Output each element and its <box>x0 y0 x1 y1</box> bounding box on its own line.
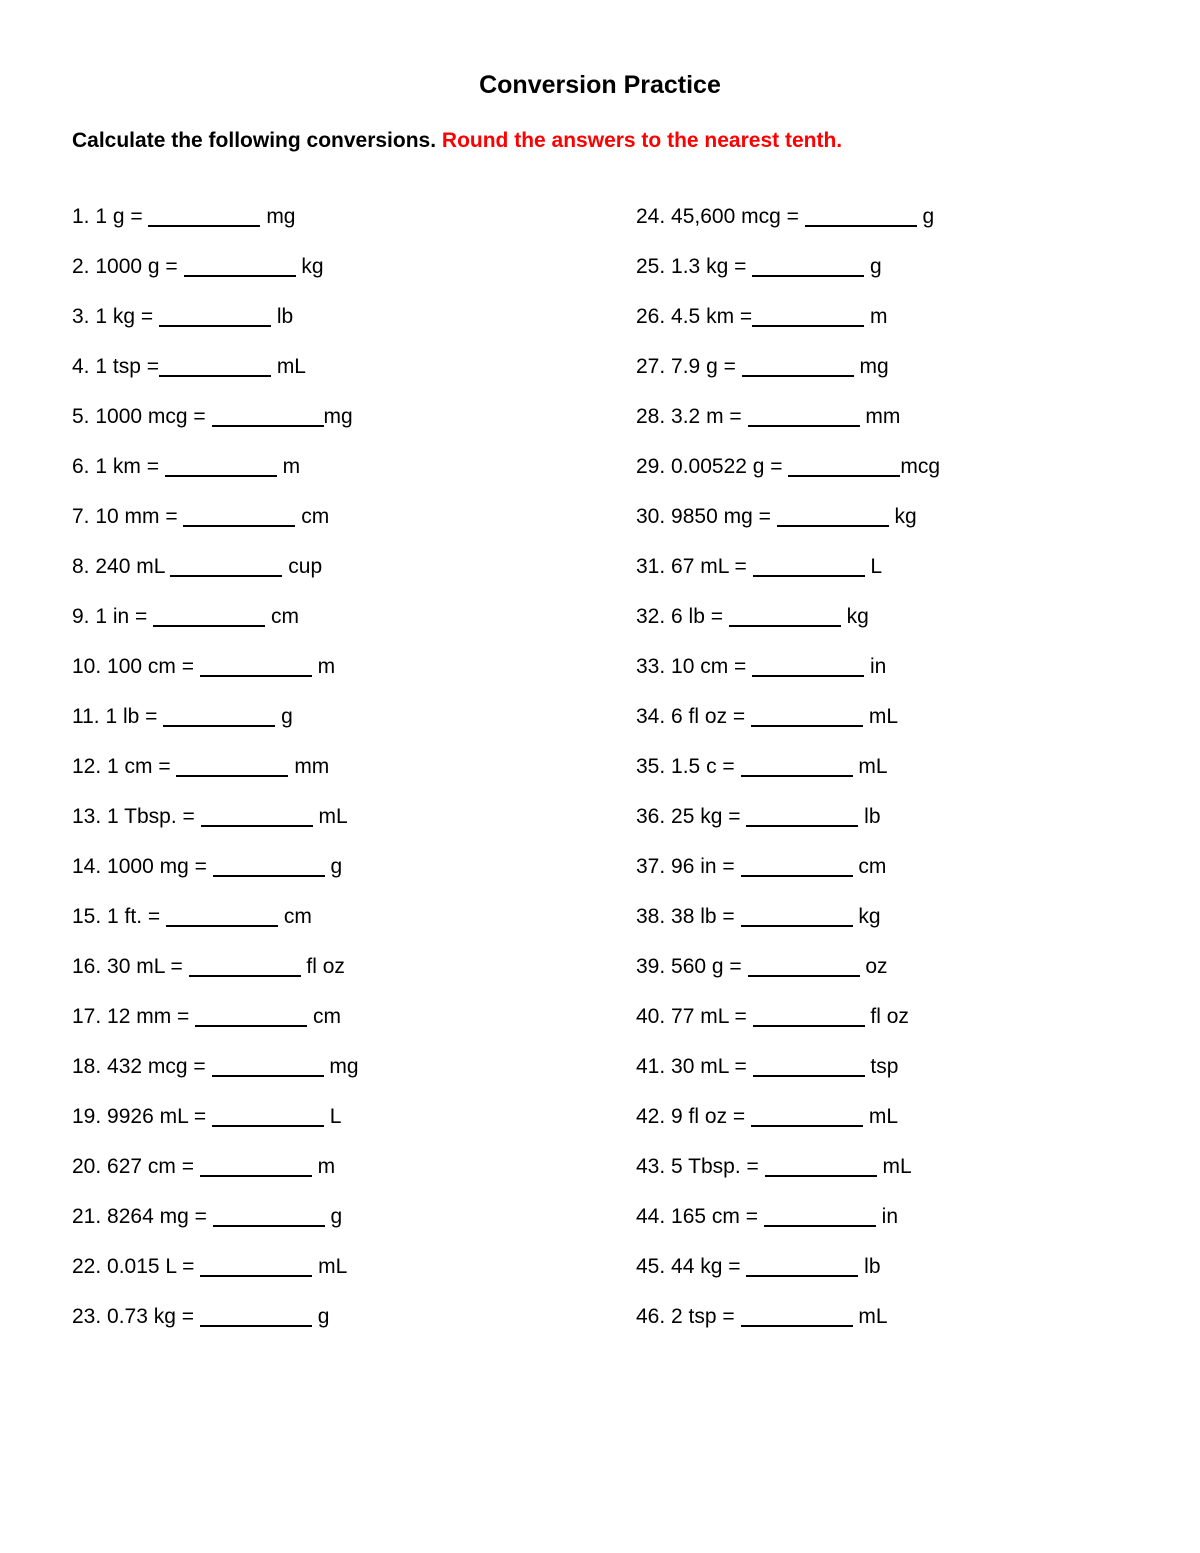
problem-unit: g <box>275 705 293 728</box>
conversion-problem-row <box>72 254 359 304</box>
problem-question: 1.5 c = <box>665 755 741 778</box>
conversion-problem-row <box>72 354 359 404</box>
problem-number: 27. <box>636 355 666 378</box>
conversion-problem-row <box>72 704 359 754</box>
conversion-problem-row <box>636 604 940 654</box>
conversion-problem-row <box>636 504 940 554</box>
problem-unit: mg <box>853 355 889 378</box>
answer-blank <box>153 613 265 627</box>
answer-blank <box>764 1213 876 1227</box>
conversion-problem-row <box>636 554 940 604</box>
problem-question: 25 kg = <box>665 805 747 828</box>
conversion-problem-row <box>636 1054 940 1104</box>
conversion-problem-row <box>72 504 359 554</box>
problem-unit: mm <box>859 405 901 428</box>
conversion-problem-row <box>636 404 940 454</box>
conversion-problem-row <box>72 304 359 354</box>
problem-question: 12 mm = <box>101 1005 196 1028</box>
problem-question: 165 cm = <box>665 1205 764 1228</box>
problem-number: 2. <box>72 255 90 278</box>
problem-question: 9926 mL = <box>101 1105 212 1128</box>
problem-number: 9. <box>72 605 90 628</box>
instructions-line <box>72 129 842 153</box>
problem-number: 24. <box>636 205 666 228</box>
answer-blank <box>189 963 301 977</box>
problem-number: 38. <box>636 905 666 928</box>
problem-number: 33. <box>636 655 666 678</box>
answer-blank <box>176 763 288 777</box>
problem-question: 240 mL <box>89 555 171 578</box>
problem-question: 1 g = <box>89 205 149 228</box>
problems-left-column <box>72 204 359 1354</box>
problem-number: 26. <box>636 305 666 328</box>
problem-number: 44. <box>636 1205 666 1228</box>
answer-blank <box>742 363 854 377</box>
problem-question: 8264 mg = <box>101 1205 213 1228</box>
problem-unit: kg <box>295 255 324 278</box>
answer-blank <box>200 1313 312 1327</box>
problem-question: 77 mL = <box>665 1005 753 1028</box>
conversion-problem-row <box>72 1054 359 1104</box>
problem-number: 42. <box>636 1105 666 1128</box>
conversion-problem-row <box>72 204 359 254</box>
conversion-problem-row <box>72 554 359 604</box>
problem-number: 5. <box>72 405 90 428</box>
problem-question: 0.73 kg = <box>101 1305 200 1328</box>
problem-number: 43. <box>636 1155 666 1178</box>
problem-unit: g <box>324 855 343 878</box>
problem-unit: in <box>864 655 887 678</box>
conversion-problem-row <box>636 954 940 1004</box>
problem-question: 1.3 kg = <box>665 255 753 278</box>
problem-unit: cup <box>282 555 323 578</box>
problem-question: 6 lb = <box>665 605 729 628</box>
problem-unit: fl oz <box>864 1005 909 1028</box>
conversion-problem-row <box>72 1304 359 1354</box>
problem-number: 28. <box>636 405 666 428</box>
problem-question: 100 cm = <box>101 655 200 678</box>
answer-blank <box>753 1063 865 1077</box>
problem-question: 560 g = <box>665 955 748 978</box>
conversion-problem-row <box>72 904 359 954</box>
problem-number: 7. <box>72 505 90 528</box>
answer-blank <box>184 263 296 277</box>
problem-question: 0.00522 g = <box>665 455 789 478</box>
problem-question: 2 tsp = <box>665 1305 741 1328</box>
problem-unit: mg <box>323 405 353 428</box>
problem-number: 16. <box>72 955 102 978</box>
instructions-highlight-text: Round the answers to the nearest tenth. <box>441 129 843 152</box>
problem-unit: m <box>311 1155 336 1178</box>
problem-number: 21. <box>72 1205 102 1228</box>
problem-unit: mL <box>312 805 348 828</box>
problem-number: 15. <box>72 905 102 928</box>
answer-blank <box>165 463 277 477</box>
problem-number: 37. <box>636 855 666 878</box>
answer-blank <box>166 913 278 927</box>
problem-number: 1. <box>72 205 90 228</box>
answer-blank <box>201 813 313 827</box>
answer-blank <box>212 413 324 427</box>
problem-unit: mL <box>312 1255 348 1278</box>
problem-number: 25. <box>636 255 666 278</box>
answer-blank <box>751 713 863 727</box>
problem-unit: g <box>324 1205 343 1228</box>
problem-question: 627 cm = <box>101 1155 200 1178</box>
conversion-problem-row <box>72 604 359 654</box>
problem-number: 34. <box>636 705 666 728</box>
answer-blank <box>200 1263 312 1277</box>
conversion-problem-row <box>72 404 359 454</box>
problem-question: 9850 mg = <box>665 505 777 528</box>
problem-number: 8. <box>72 555 90 578</box>
problem-unit: oz <box>859 955 888 978</box>
answer-blank <box>212 1113 324 1127</box>
conversion-problem-row <box>636 304 940 354</box>
problems-right-column <box>636 204 940 1354</box>
problem-unit: L <box>323 1105 342 1128</box>
problem-number: 11. <box>72 705 100 728</box>
problem-unit: m <box>276 455 301 478</box>
conversion-problem-row <box>636 854 940 904</box>
conversion-problem-row <box>636 204 940 254</box>
conversion-problem-row <box>72 954 359 1004</box>
conversion-problem-row <box>636 1204 940 1254</box>
problem-unit: mm <box>288 755 330 778</box>
problem-unit: m <box>864 305 888 328</box>
problem-question: 1 km = <box>89 455 165 478</box>
problem-question: 1 kg = <box>89 305 159 328</box>
conversion-problem-row <box>72 1204 359 1254</box>
answer-blank <box>729 613 841 627</box>
problem-number: 30. <box>636 505 666 528</box>
problem-unit: mg <box>260 205 296 228</box>
answer-blank <box>746 813 858 827</box>
problem-unit: cm <box>295 505 330 528</box>
conversion-problem-row <box>636 754 940 804</box>
answer-blank <box>200 663 312 677</box>
answer-blank <box>163 713 275 727</box>
problem-unit: mL <box>270 355 306 378</box>
answer-blank <box>213 863 325 877</box>
problem-number: 32. <box>636 605 666 628</box>
problem-number: 40. <box>636 1005 666 1028</box>
problem-unit: kg <box>852 905 881 928</box>
answer-blank <box>159 313 271 327</box>
answer-blank <box>741 863 853 877</box>
problem-question: 1 tsp = <box>89 355 159 378</box>
answer-blank <box>195 1013 307 1027</box>
problem-unit: L <box>864 555 883 578</box>
problem-question: 6 fl oz = <box>665 705 751 728</box>
problem-question: 7.9 g = <box>665 355 742 378</box>
problem-unit: cm <box>852 855 887 878</box>
problem-question: 45,600 mcg = <box>665 205 805 228</box>
answer-blank <box>752 313 864 327</box>
problem-number: 20. <box>72 1155 102 1178</box>
problem-question: 96 in = <box>665 855 741 878</box>
problem-unit: g <box>864 255 882 278</box>
answer-blank <box>752 663 864 677</box>
problem-question: 30 mL = <box>101 955 189 978</box>
conversion-problem-row <box>72 1104 359 1154</box>
conversion-problem-row <box>636 1304 940 1354</box>
conversion-problem-row <box>72 804 359 854</box>
problem-number: 14. <box>72 855 102 878</box>
problem-number: 19. <box>72 1105 102 1128</box>
answer-blank <box>748 413 860 427</box>
problem-question: 3.2 m = <box>665 405 748 428</box>
problem-number: 4. <box>72 355 90 378</box>
problem-unit: cm <box>307 1005 341 1028</box>
problem-question: 1000 g = <box>89 255 184 278</box>
answer-blank <box>200 1163 312 1177</box>
problem-unit: mL <box>876 1155 912 1178</box>
problem-question: 1 cm = <box>101 755 177 778</box>
conversion-problem-row <box>636 804 940 854</box>
answer-blank <box>170 563 282 577</box>
answer-blank <box>753 1013 865 1027</box>
conversion-problem-row <box>636 654 940 704</box>
problem-number: 18. <box>72 1055 102 1078</box>
answer-blank <box>788 463 900 477</box>
problem-number: 36. <box>636 805 666 828</box>
problem-number: 3. <box>72 305 90 328</box>
conversion-problem-row <box>72 1004 359 1054</box>
problem-unit: in <box>875 1205 899 1228</box>
answer-blank <box>183 513 295 527</box>
problem-unit: mL <box>852 1305 888 1328</box>
problem-unit: mL <box>863 705 899 728</box>
answer-blank <box>741 763 853 777</box>
problem-question: 1 lb = <box>99 705 164 728</box>
answer-blank <box>159 363 271 377</box>
problem-question: 1000 mg = <box>101 855 213 878</box>
conversion-problem-row <box>636 354 940 404</box>
problem-unit: g <box>916 205 935 228</box>
conversion-problem-row <box>636 904 940 954</box>
problem-question: 432 mcg = <box>101 1055 212 1078</box>
problem-unit: kg <box>888 505 917 528</box>
problem-unit: lb <box>858 805 881 828</box>
answer-blank <box>752 263 864 277</box>
conversion-problem-row <box>72 454 359 504</box>
problem-number: 22. <box>72 1255 102 1278</box>
problem-question: 10 cm = <box>665 655 753 678</box>
problem-number: 45. <box>636 1255 666 1278</box>
problem-unit: cm <box>265 605 299 628</box>
answer-blank <box>777 513 889 527</box>
problem-number: 6. <box>72 455 90 478</box>
page-title: Conversion Practice <box>479 71 721 99</box>
conversion-problem-row <box>636 454 940 504</box>
problem-number: 41. <box>636 1055 666 1078</box>
problem-unit: g <box>311 1305 330 1328</box>
problem-question: 10 mm = <box>89 505 184 528</box>
problem-number: 39. <box>636 955 666 978</box>
conversion-problem-row <box>636 704 940 754</box>
problem-number: 29. <box>636 455 666 478</box>
answer-blank <box>746 1263 858 1277</box>
problem-unit: mL <box>852 755 888 778</box>
problem-question: 1000 mcg = <box>89 405 212 428</box>
answer-blank <box>751 1113 863 1127</box>
problem-number: 31. <box>636 555 666 578</box>
problem-unit: fl oz <box>300 955 345 978</box>
problem-number: 12. <box>72 755 102 778</box>
answer-blank <box>741 913 853 927</box>
answer-blank <box>753 563 865 577</box>
problem-unit: cm <box>278 905 312 928</box>
problem-question: 44 kg = <box>665 1255 747 1278</box>
problem-unit: lb <box>858 1255 881 1278</box>
problem-unit: tsp <box>864 1055 899 1078</box>
problem-question: 1 in = <box>89 605 154 628</box>
problem-unit: mg <box>323 1055 359 1078</box>
answer-blank <box>805 213 917 227</box>
problem-unit: m <box>311 655 336 678</box>
problem-question: 5 Tbsp. = <box>665 1155 765 1178</box>
answer-blank <box>741 1313 853 1327</box>
problem-number: 17. <box>72 1005 102 1028</box>
answer-blank <box>212 1063 324 1077</box>
problem-number: 23. <box>72 1305 102 1328</box>
problem-number: 46. <box>636 1305 666 1328</box>
problem-unit: mL <box>863 1105 899 1128</box>
conversion-problem-row <box>636 1154 940 1204</box>
problem-number: 13. <box>72 805 102 828</box>
problem-question: 1 Tbsp. = <box>101 805 201 828</box>
problem-question: 1 ft. = <box>101 905 166 928</box>
problem-unit: lb <box>270 305 294 328</box>
problem-question: 30 mL = <box>665 1055 753 1078</box>
conversion-problem-row <box>636 1104 940 1154</box>
answer-blank <box>765 1163 877 1177</box>
conversion-problem-row <box>72 854 359 904</box>
conversion-problem-row <box>636 1004 940 1054</box>
conversion-problem-row <box>72 754 359 804</box>
conversion-problem-row <box>636 1254 940 1304</box>
problem-number: 10. <box>72 655 102 678</box>
conversion-problem-row <box>72 1254 359 1304</box>
problem-question: 4.5 km = <box>665 305 753 328</box>
answer-blank <box>748 963 860 977</box>
problem-question: 67 mL = <box>665 555 753 578</box>
problem-question: 38 lb = <box>665 905 741 928</box>
problem-unit: mcg <box>900 455 941 478</box>
conversion-problem-row <box>72 1154 359 1204</box>
problem-question: 0.015 L = <box>101 1255 201 1278</box>
answer-blank <box>213 1213 325 1227</box>
conversion-problem-row <box>636 254 940 304</box>
problem-unit: kg <box>840 605 869 628</box>
problem-question: 9 fl oz = <box>665 1105 751 1128</box>
instructions-main-text: Calculate the following conversions. <box>72 129 442 152</box>
conversion-problem-row <box>72 654 359 704</box>
problem-number: 35. <box>636 755 666 778</box>
answer-blank <box>148 213 260 227</box>
